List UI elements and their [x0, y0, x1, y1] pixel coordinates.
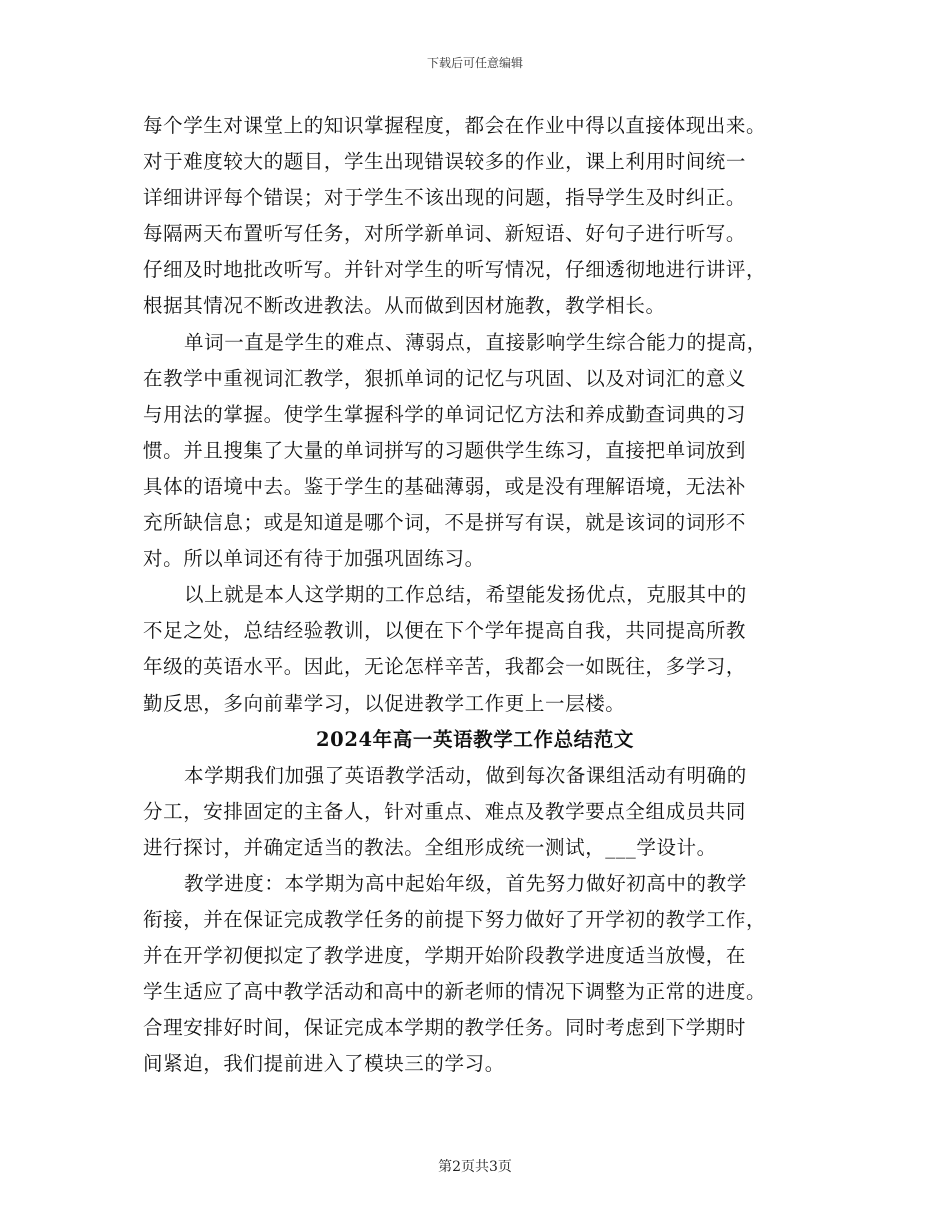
paragraph-continuation: 每个学生对课堂上的知识掌握程度，都会在作业中得以直接体现出来。 对于难度较大的题目，学生出现错误较多的作业，课上利用时间统一 详细讲评每个错误；对于学生不该出现的问题，指导学生及时纠正。 每隔两天布置听写任务，对所学新单词、新短语、好句子进行听写。 仔细及时地批改听写。并针对学生的听写情况，仔细透彻地进行讲评， 根据其情况不断改进教法。从而做到因材施教，教学相长。: [143, 114, 767, 318]
paragraph-conclusion: 以上就是本人这学期的工作总结，希望能发扬优点，克服其中的 不足之处，总结经验教训，以便在下个学年提高自我，共同提高所教 年级的英语水平。因此，无论怎样辛苦，我都会一如既往，多学习， 勤反思，多向前辈学习，以促进教学工作更上一层楼。: [143, 583, 747, 715]
page-number: 第2页共3页: [438, 1159, 512, 1175]
paragraph-progress: 教学进度：本学期为高中起始年级，首先努力做好初高中的教学 衔接，并在保证完成教学任务的前提下努力做好了开学初的教学工作， 并在开学初便拟定了教学进度，学期开始阶段教学进度适当放慢，在 学生适应了高中教学活动和高中的新老师的情况下调整为正常的进度。 合理安排好时间，保证完成本学期的教学任务。同时考虑到下学期时 间紧迫，我们提前进入了模块三的学习。: [143, 871, 767, 1076]
paragraph-activities: 本学期我们加强了英语教学活动，做到每次备课组活动有明确的 分工，安排固定的主备人，针对重点、难点及教学要点全组成员共同 进行探讨，并确定适当的教法。全组形成统一测试，___学设计。: [143, 763, 747, 859]
document-body: [143, 108, 807, 1082]
section-title: 2024年高一英语教学工作总结范文: [316, 727, 634, 751]
header-note: 下载后可任意编辑: [426, 56, 523, 70]
paragraph-vocabulary: 单词一直是学生的难点、薄弱点，直接影响学生综合能力的提高， 在教学中重视词汇教学，狠抓单词的记忆与巩固、以及对词汇的意义 与用法的掌握。使学生掌握科学的单词记忆方法和养成勤查词典的习 惯。并且搜集了大量的单词拼写的习题供学生练习，直接把单词放到 具体的语境中去。鉴于学生的基础薄弱，或是没有理解语境，无法补 充所缺信息；或是知道是哪个词，不是拼写有误，就是该词的词形不 对。所以单词还有待于加强巩固练习。: [143, 330, 767, 571]
